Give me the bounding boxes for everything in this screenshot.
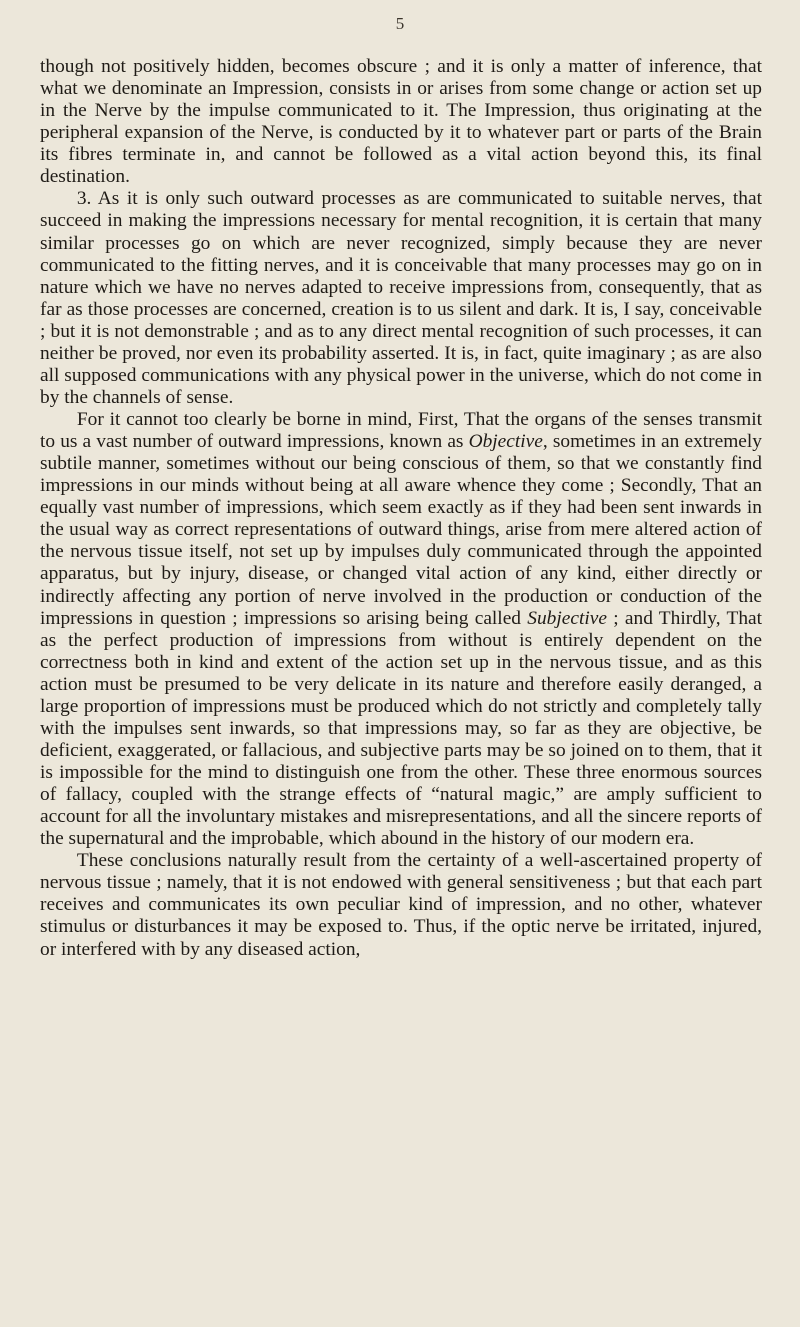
italic-term: Subjective	[527, 607, 607, 629]
text-run: For it cannot too clearly be borne in mind, First, That the organs of the senses transmit to us a vast number of outward impressions, known as	[40, 409, 762, 453]
paragraph	[40, 409, 762, 850]
text-run: 3. As it is only such outward processes as are communicated to suitable nerves, that succeed in making the impressions necessary for mental recognition, it is certain that many similar processes go on which are never recognized, simply because they are never communicated to the fitting nerves, and it is conceivable that many processes may go on in nature which we have no nerves adapted to receive impressions from, consequently, that as far as those processes are concerned, creation is to us silent and dark. It is, I say, conceivable ; but it is not demonstrable ; and as to any direct mental recognition of such processes, it can neither be proved, nor even its probability asserted. It is, in fact, quite imaginary ; as are also all supposed communications with any physical power in the universe, which do not come in by the channels of sense.	[40, 188, 762, 408]
text-run: These conclusions naturally result from the certainty of a well-ascertained property of nervous tissue ; namely, that it is not endowed with general sensitiveness ; but that each part receives and communicates its own peculiar kind of impression, and no other, whatever stimulus or disturbances it may be exposed to. Thus, if the optic nerve be irritated, injured, or interfered with by any diseased action,	[40, 850, 762, 960]
page-number: 5	[395, 14, 405, 33]
paragraph	[40, 850, 762, 960]
paragraph	[40, 56, 762, 188]
text-run: ; and Thirdly, That as the perfect production of impressions from without is entirely dependent on the correctness both in kind and extent of the action set up in the nervous tissue, and as this action must be presumed to be very delicate in its nature and therefore easily deranged, a large proportion of impressions must be produced which do not strictly and completely tally with the impulses sent inwards, so that impressions may, so far as they are objective, be deficient, exaggerated, or fallacious, and subjective parts may be so joined on to them, that it is impossible for the mind to distinguish one from the other. These three enormous sources of fallacy, coupled with the strange effects of “natural magic,” are amply sufficient to account for all the involuntary mistakes and misrepresentations, and all the sincere reports of the supernatural and the improbable, which abound in the history of our modern era.	[40, 607, 763, 850]
paragraph	[40, 188, 762, 409]
text-run: , sometimes in an extremely subtile manner, sometimes without our being conscious of them, so that we constantly find impressions in our minds without being at all aware whence they come ; Secondly, That an equally vast number of impressions, which seem exactly as if they had been sent inwards in the usual way as correct representations of outward things, arise from mere altered action of the nervous tissue itself, not set up by impulses duly communicated through the appointed apparatus, but by injury, disease, or changed vital action of any kind, either directly or indirectly affecting any portion of nerve involved in the production or conduction of the impressions in question ; impressions so arising being called	[40, 431, 762, 629]
text-run: though not positively hidden, becomes obscure ; and it is only a matter of inference, that what we denominate an Impression, consists in or arises from some change or action set up in the Nerve by the impulse communicated to it. The Impression, thus originating at the peripheral expansion of the Nerve, is conducted by it to whatever part or parts of the Brain its fibres terminate in, and cannot be followed as a vital action beyond this, its final destination.	[40, 56, 762, 188]
body-text	[40, 56, 762, 961]
italic-term: Objective	[468, 431, 543, 453]
